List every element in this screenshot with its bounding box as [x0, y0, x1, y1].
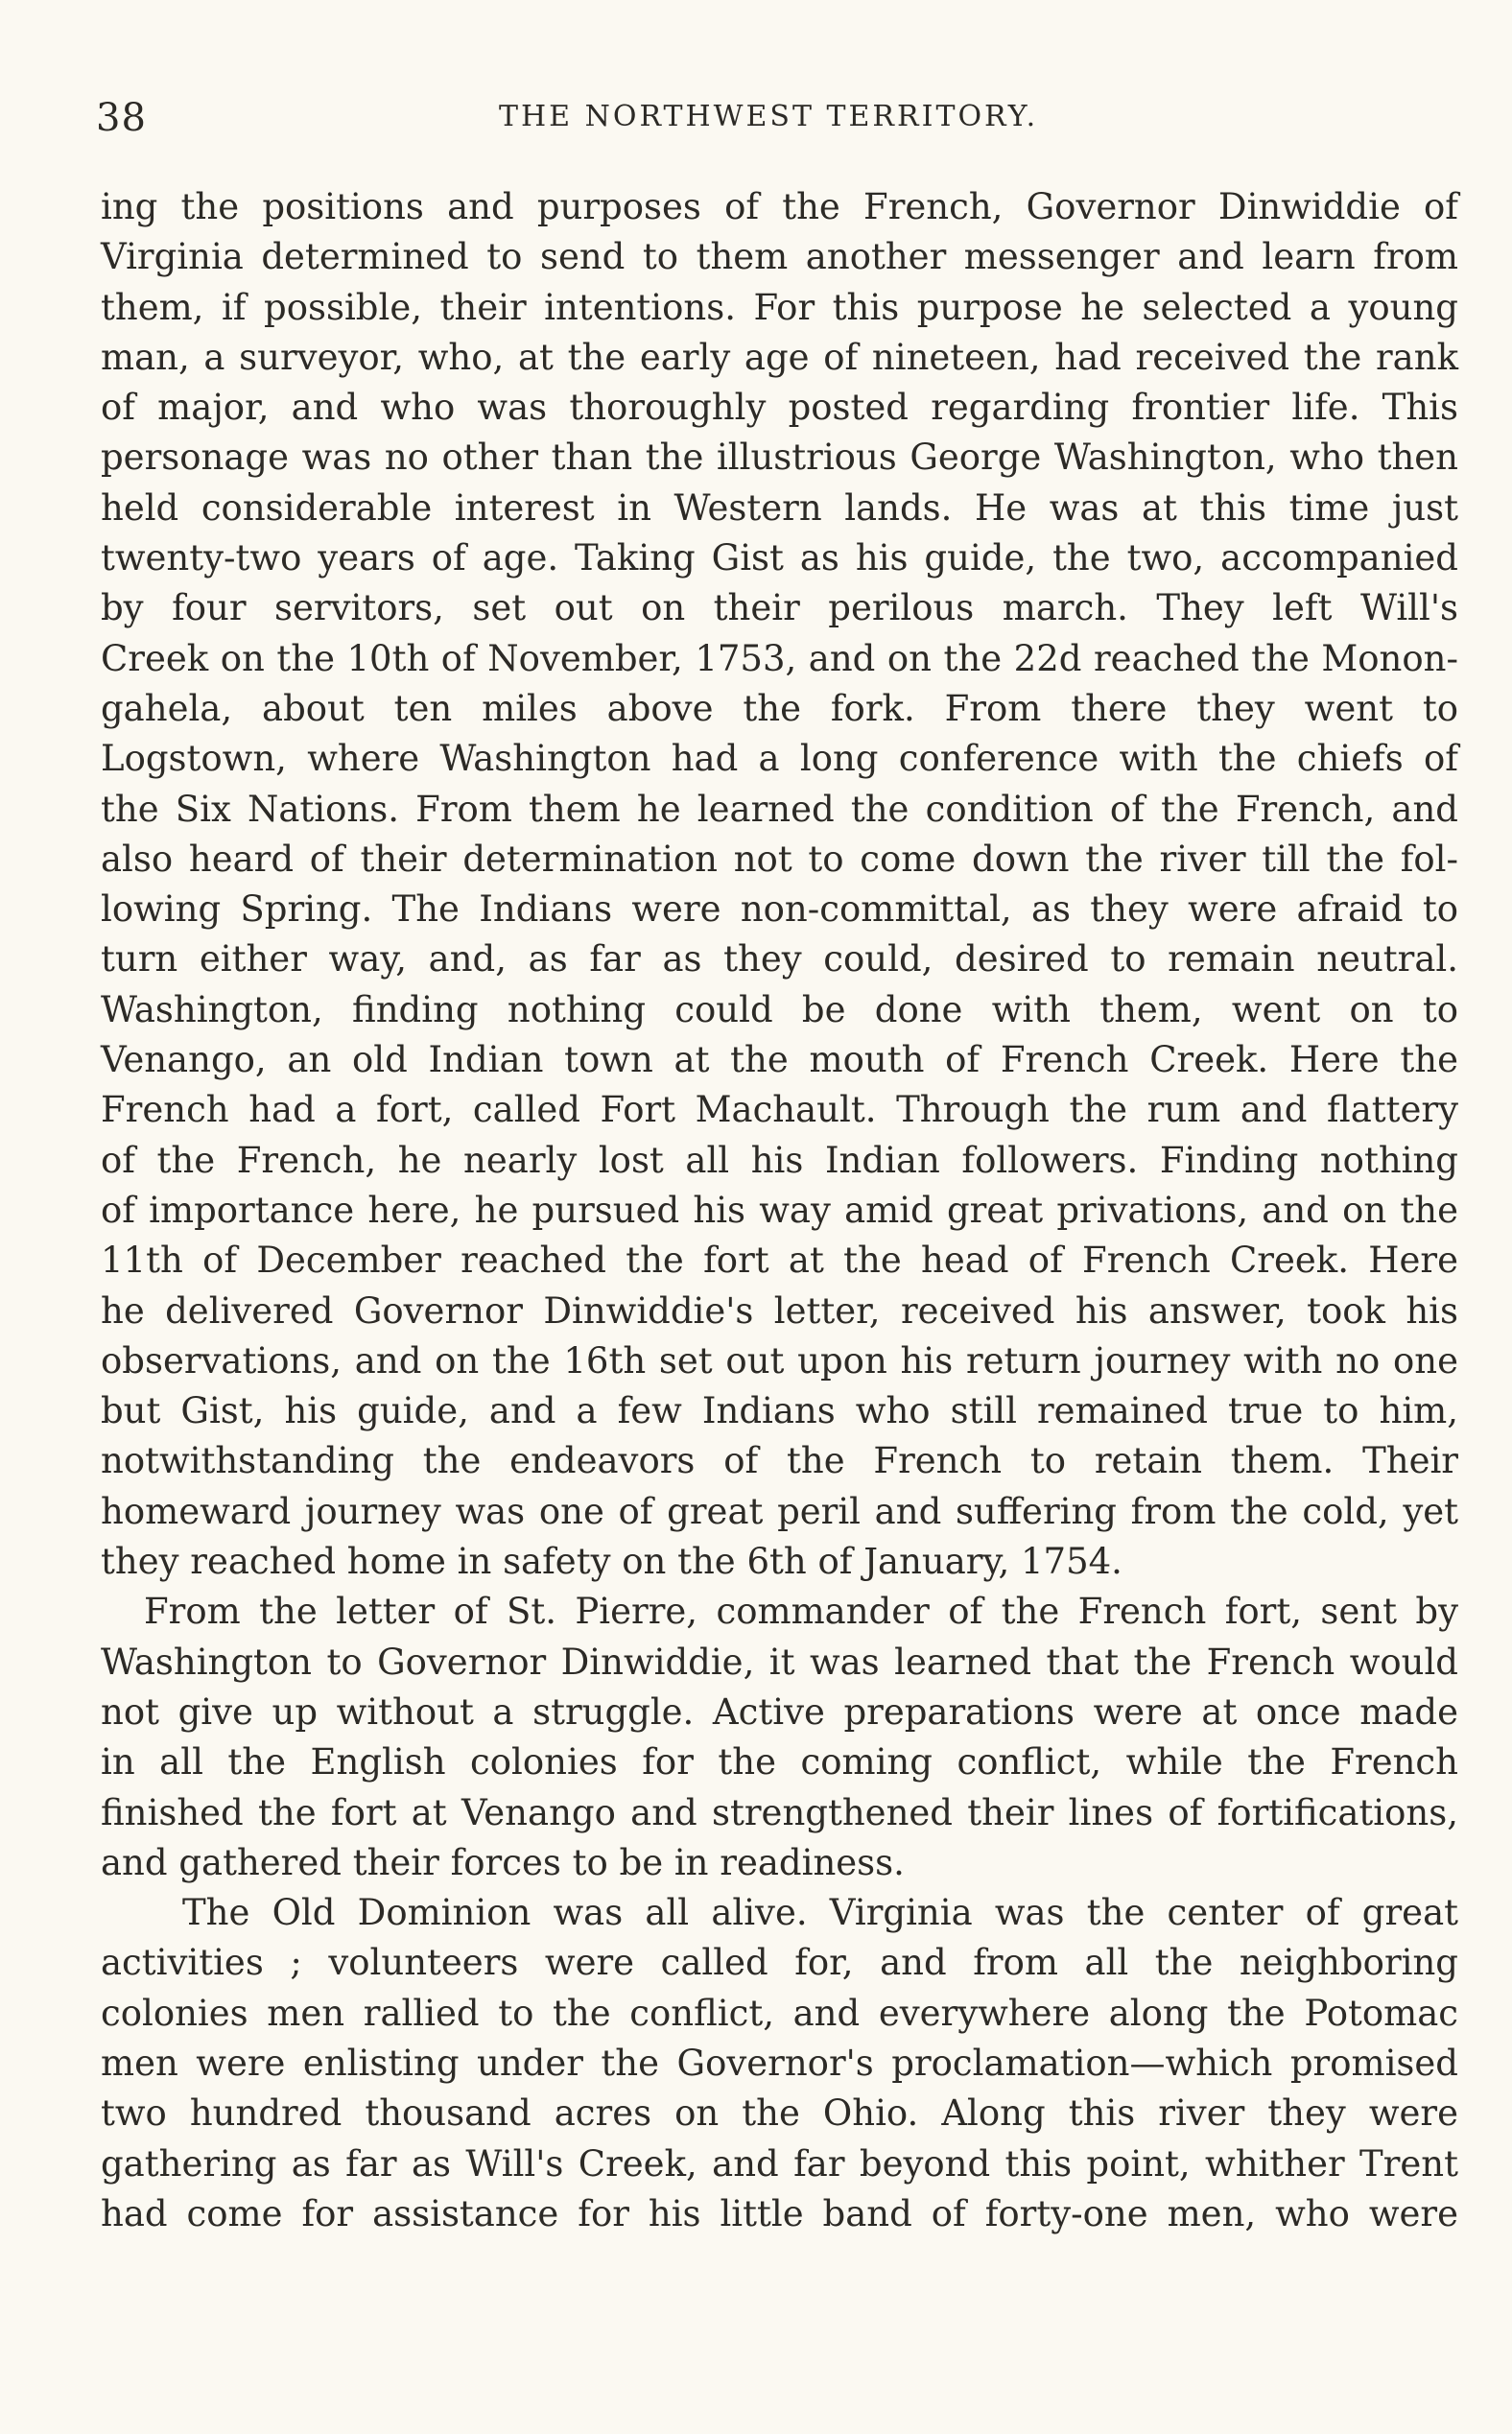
text-line: man, a surveyor, who, at the early age of nineteen, had received the rank	[101, 336, 1458, 378]
text-line: and gathered their forces to be in readiness.	[101, 1841, 905, 1883]
text-line: he delivered Governor Dinwiddie's letter, received his answer, took his	[101, 1289, 1458, 1332]
text-line: also heard of their determination not to come down the river till the fol-	[101, 838, 1458, 880]
running-head: THE NORTHWEST TERRITORY.	[499, 100, 1039, 133]
body-text	[101, 182, 1458, 2239]
text-line: homeward journey was one of great peril and suffering from the cold, yet	[101, 1490, 1458, 1532]
text-line: of importance here, he pursued his way amid great privations, and on the	[101, 1189, 1458, 1231]
text-line: they reached home in safety on the 6th of January, 1754.	[101, 1541, 1122, 1583]
text-line: 11th of December reached the fort at the head of French Creek. Here	[101, 1240, 1458, 1282]
text-line: held considerable interest in Western lands. He was at this time just	[101, 486, 1458, 529]
text-line: of major, and who was thoroughly posted regarding frontier life. This	[101, 387, 1458, 429]
text-line: in all the English colonies for the coming conflict, while the French	[101, 1741, 1458, 1784]
text-line: personage was no other than the illustrious George Washington, who then	[101, 437, 1458, 479]
text-line: French had a fort, called Fort Machault. Through the rum and flattery	[101, 1089, 1458, 1131]
text-line: ing the positions and purposes of the French, Governor Dinwiddie of	[101, 186, 1458, 227]
text-line: finished the fort at Venango and strengthened their lines of fortifications,	[101, 1791, 1458, 1833]
text-line: men were enlisting under the Governor's proclamation—which promised	[101, 2042, 1458, 2084]
text-line: Creek on the 10th of November, 1753, and on the 22d reached the Monon-	[101, 637, 1458, 679]
text-line: Virginia determined to send to them another messenger and learn from	[101, 236, 1458, 278]
text-line: twenty-two years of age. Taking Gist as his guide, the two, accompanied	[101, 537, 1458, 579]
text-line: gahela, about ten miles above the fork. From there they went to	[101, 687, 1458, 729]
text-line: them, if possible, their intentions. For this purpose he selected a young	[101, 286, 1458, 328]
page-number: 38	[96, 96, 147, 140]
text-line: had come for assistance for his little band of forty-one men, who were	[101, 2192, 1458, 2234]
text-line: Washington, finding nothing could be done with them, went on to	[101, 988, 1458, 1030]
text-line: Venango, an old Indian town at the mouth of French Creek. Here the	[101, 1039, 1458, 1081]
text-line: by four servitors, set out on their perilous march. They left Will's	[101, 587, 1458, 629]
text-line: Washington to Governor Dinwiddie, it was learned that the French would	[101, 1641, 1458, 1683]
text-line: lowing Spring. The Indians were non-committal, as they were afraid to	[101, 888, 1458, 931]
text-line: but Gist, his guide, and a few Indians who still remained true to him,	[101, 1390, 1458, 1432]
text-line: notwithstanding the endeavors of the French to retain them. Their	[101, 1440, 1458, 1482]
text-line: gathering as far as Will's Creek, and far beyond this point, whither Trent	[101, 2142, 1458, 2185]
text-line: colonies men rallied to the conflict, and everywhere along the Potomac	[101, 1992, 1458, 2034]
text-line: turn either way, and, as far as they could, desired to remain neutral.	[101, 938, 1458, 981]
text-line: of the French, he nearly lost all his Indian followers. Finding nothing	[101, 1139, 1458, 1181]
text-line: not give up without a struggle. Active preparations were at once made	[101, 1690, 1458, 1733]
text-line: the Six Nations. From them he learned the condition of the French, and	[101, 788, 1458, 830]
text-line: From the letter of St. Pierre, commander of the French fort, sent by	[144, 1591, 1458, 1633]
text-line: activities ; volunteers were called for, and from all the neighboring	[101, 1942, 1458, 1984]
page-header	[96, 96, 1458, 154]
text-line: observations, and on the 16th set out upon his return journey with no one	[101, 1339, 1458, 1382]
text-line: Logstown, where Washington had a long conference with the chiefs of	[101, 738, 1458, 780]
text-line: two hundred thousand acres on the Ohio. Along this river they were	[101, 2092, 1458, 2135]
text-line: The Old Dominion was all alive. Virginia was the center of great	[182, 1892, 1458, 1934]
